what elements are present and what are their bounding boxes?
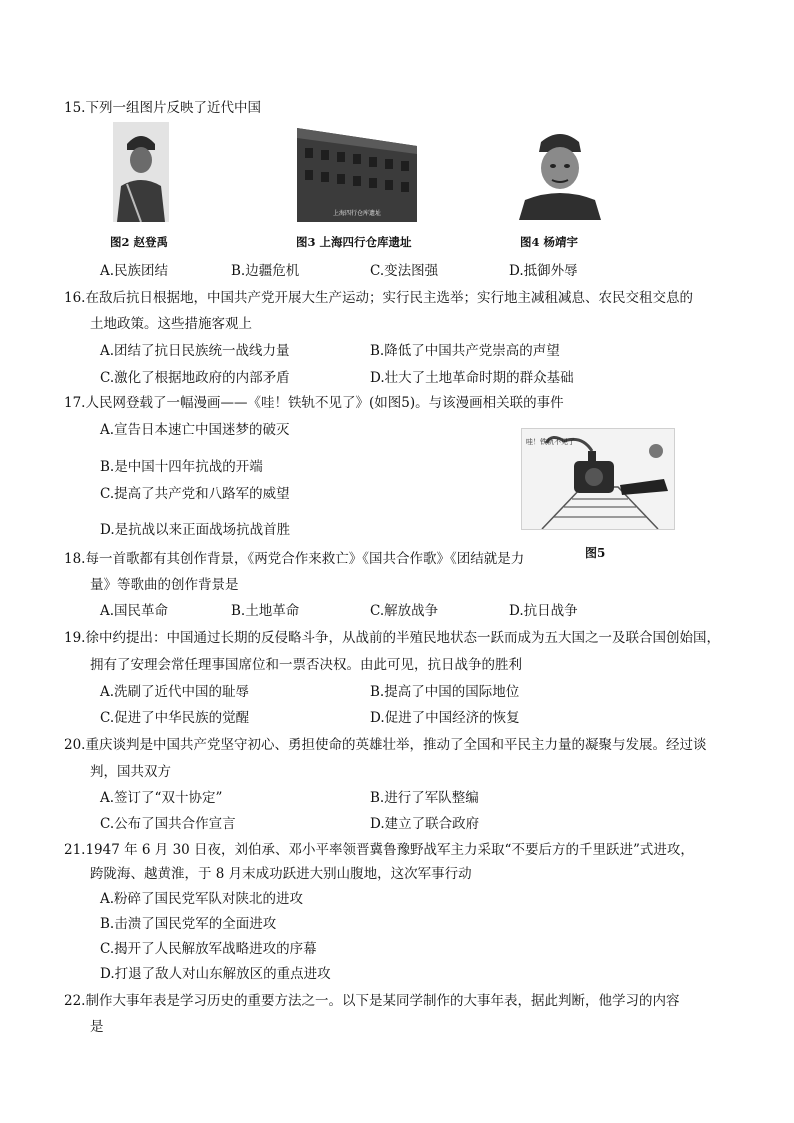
yang-jingyu-photo [515,124,605,220]
q21-option-a[interactable]: A.粉碎了国民党军队对陕北的进攻 [100,891,304,907]
q18-stem-line2: 量》等歌曲的创作背景是 [90,577,239,593]
q15-option-c[interactable]: C.变法图强 [370,263,439,279]
q21-stem-line1: 21.1947 年 6 月 30 日夜，刘伯承、邓小平率领晋冀鲁豫野战军主力采取“不要后方的千里跃进”式进攻， [64,842,694,858]
q15-option-d[interactable]: D.抵御外辱 [509,263,578,279]
q20-option-c[interactable]: C.公布了国共合作宣言 [100,816,236,832]
q17-option-c[interactable]: C.提高了共产党和八路军的威望 [100,486,290,502]
q16-stem-line2: 土地政策。这些措施客观上 [90,316,252,332]
q19-option-a[interactable]: A.洗刷了近代中国的耻辱 [100,684,250,700]
q16-option-d[interactable]: D.壮大了土地革命时期的群众基础 [370,370,574,386]
q18-stem-line1: 18.每一首歌都有其创作背景，《两党合作来救亡》《国共合作歌》《团结就是力 [64,551,525,567]
q19-option-c[interactable]: C.促进了中华民族的觉醒 [100,710,250,726]
q15-option-b[interactable]: B.边疆危机 [231,263,300,279]
cartoon-caption-text: 哇！铁轨不见了 [526,438,575,446]
q20-option-b[interactable]: B.进行了军队整编 [370,790,479,806]
q16-option-a[interactable]: A.团结了抗日民族统一战线力量 [100,343,290,359]
q21-option-c[interactable]: C.揭开了人民解放军战略进攻的序幕 [100,941,317,957]
q15-stem: 15.下列一组图片反映了近代中国 [64,100,261,116]
q17-stem: 17.人民网登载了一幅漫画——《哇！铁轨不见了》(如图5)。与该漫画相关联的事件 [64,395,564,411]
fig3-caption: 图3 上海四行仓库遗址 [296,235,412,249]
q20-option-d[interactable]: D.建立了联合政府 [370,816,480,832]
q20-stem-line2: 判，国共双方 [90,764,171,780]
q18-option-b[interactable]: B.土地革命 [231,603,300,619]
q18-option-d[interactable]: D.抗日战争 [509,603,578,619]
sihang-warehouse-photo [295,124,418,222]
q17-option-d[interactable]: D.是抗战以来正面战场抗战首胜 [100,522,291,538]
q22-stem-line2: 是 [90,1019,104,1035]
q19-option-d[interactable]: D.促进了中国经济的恢复 [370,710,520,726]
fig5-caption: 图5 [585,546,606,560]
q16-option-c[interactable]: C.激化了根据地政府的内部矛盾 [100,370,290,386]
cartoon-figure-5 [521,428,675,530]
zhao-dengyu-portrait-icon [113,122,169,222]
fig2-caption: 图2 赵登禹 [110,235,169,249]
q17-option-b[interactable]: B.是中国十四年抗战的开端 [100,459,263,475]
q19-stem-line2: 拥有了安理会常任理事国席位和一票否决权。由此可见，抗日战争的胜利 [90,657,522,673]
q17-option-a[interactable]: A.宣告日本速亡中国迷梦的破灭 [100,422,290,438]
q19-option-b[interactable]: B.提高了中国的国际地位 [370,684,520,700]
fig4-caption: 图4 杨靖宇 [520,235,579,249]
yang-jingyu-portrait-icon [515,124,605,220]
q18-option-c[interactable]: C.解放战争 [370,603,439,619]
q21-stem-line2: 跨陇海、越黄淮，于 8 月末成功跃进大别山腹地，这次军事行动 [90,866,472,882]
q22-stem-line1: 22.制作大事年表是学习历史的重要方法之一。以下是某同学制作的大事年表，据此判断，他学习的内容 [64,993,680,1009]
q21-option-d[interactable]: D.打退了敌人对山东解放区的重点进攻 [100,966,331,982]
q15-option-a[interactable]: A.民族团结 [100,263,169,279]
q20-stem-line1: 20.重庆谈判是中国共产党坚守初心、勇担使命的英雄壮举，推动了全国和平民主力量的凝聚与发展。经过谈 [64,737,707,753]
warehouse-sign: 上海四行仓库遗址 [333,210,382,217]
q16-stem-line1: 16.在敌后抗日根据地，中国共产党开展大生产运动；实行民主选举；实行地主减租减息、农民交租交息的 [64,290,693,306]
zhao-dengyu-photo [113,122,169,222]
q20-option-a[interactable]: A.签订了“双十协定” [100,790,223,806]
q19-stem-line1: 19.徐中约提出：中国通过长期的反侵略斗争，从战前的半殖民地状态一跃而成为五大国之一及联合国创始国， [64,630,720,646]
q16-option-b[interactable]: B.降低了中国共产党崇高的声望 [370,343,560,359]
q18-option-a[interactable]: A.国民革命 [100,603,169,619]
q21-option-b[interactable]: B.击溃了国民党军的全面进攻 [100,916,277,932]
